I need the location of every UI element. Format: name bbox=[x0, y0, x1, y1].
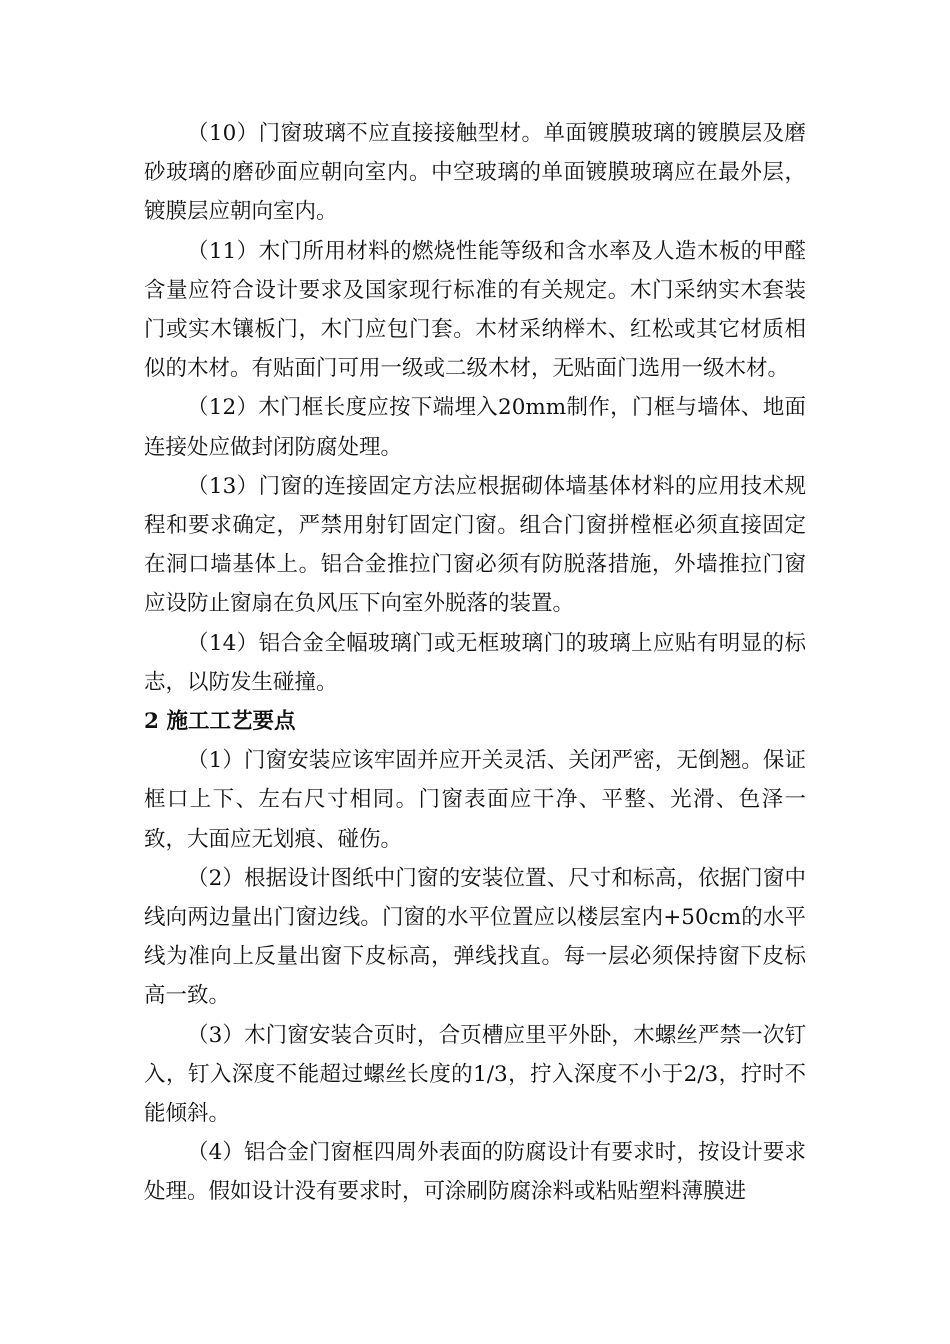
paragraph-step-4: （4）铝合金门窗框四周外表面的防腐设计有要求时，按设计要求处理。假如设计没有要求时，可涂刷防腐涂料或粘贴塑料薄膜进 bbox=[144, 1140, 806, 1205]
paragraph-item-14: （14）铝合金全幅玻璃门或无框玻璃门的玻璃上应贴有明显的标志，以防发生碰撞。 bbox=[144, 630, 806, 695]
paragraph-item-11: （11）木门所用材料的燃烧性能等级和含水率及人造木板的甲醛含量应符合设计要求及国家现行标准的有关规定。木门采纳实木套装门或实木镶板门，木门应包门套。木材采纳榉木、红松或其它材质相似的木材。有贴面门可用一级或二级木材，无贴面门选用一级木材。 bbox=[144, 238, 806, 382]
paragraph-item-12: （12）木门框长度应按下端埋入20mm制作，门框与墙体、地面连接处应做封闭防腐处理。 bbox=[144, 395, 806, 460]
paragraph-step-1: （1）门窗安装应该牢固并应开关灵活、关闭严密，无倒翘。保证框口上下、左右尺寸相同。门窗表面应干净、平整、光滑、色泽一致，大面应无划痕、碰伤。 bbox=[144, 748, 806, 852]
document-page bbox=[144, 114, 806, 1212]
section-heading: 2 施工工艺要点 bbox=[144, 709, 296, 735]
paragraph-step-2: （2）根据设计图纸中门窗的安装位置、尺寸和标高，依据门窗中线向两边量出门窗边线。门窗的水平位置应以楼层室内+50cm的水平线为准向上反量出窗下皮标高，弹线找直。每一层必须保持窗下皮标高一致。 bbox=[144, 865, 806, 1009]
paragraph-item-13: （13）门窗的连接固定方法应根据砌体墙基体材料的应用技术规程和要求确定，严禁用射钉固定门窗。组合门窗拼樘框必须直接固定在洞口墙基体上。铝合金推拉门窗必须有防脱落措施，外墙推拉门窗应设防止窗扇在负风压下向室外脱落的装置。 bbox=[144, 473, 806, 617]
paragraph-item-10: （10）门窗玻璃不应直接接触型材。单面镀膜玻璃的镀膜层及磨砂玻璃的磨砂面应朝向室内。中空玻璃的单面镀膜玻璃应在最外层，镀膜层应朝向室内。 bbox=[144, 121, 806, 225]
paragraph-step-3: （3）木门窗安装合页时，合页槽应里平外卧，木螺丝严禁一次钉入，钉入深度不能超过螺丝长度的1/3，拧入深度不小于2/3，拧时不能倾斜。 bbox=[144, 1022, 806, 1127]
